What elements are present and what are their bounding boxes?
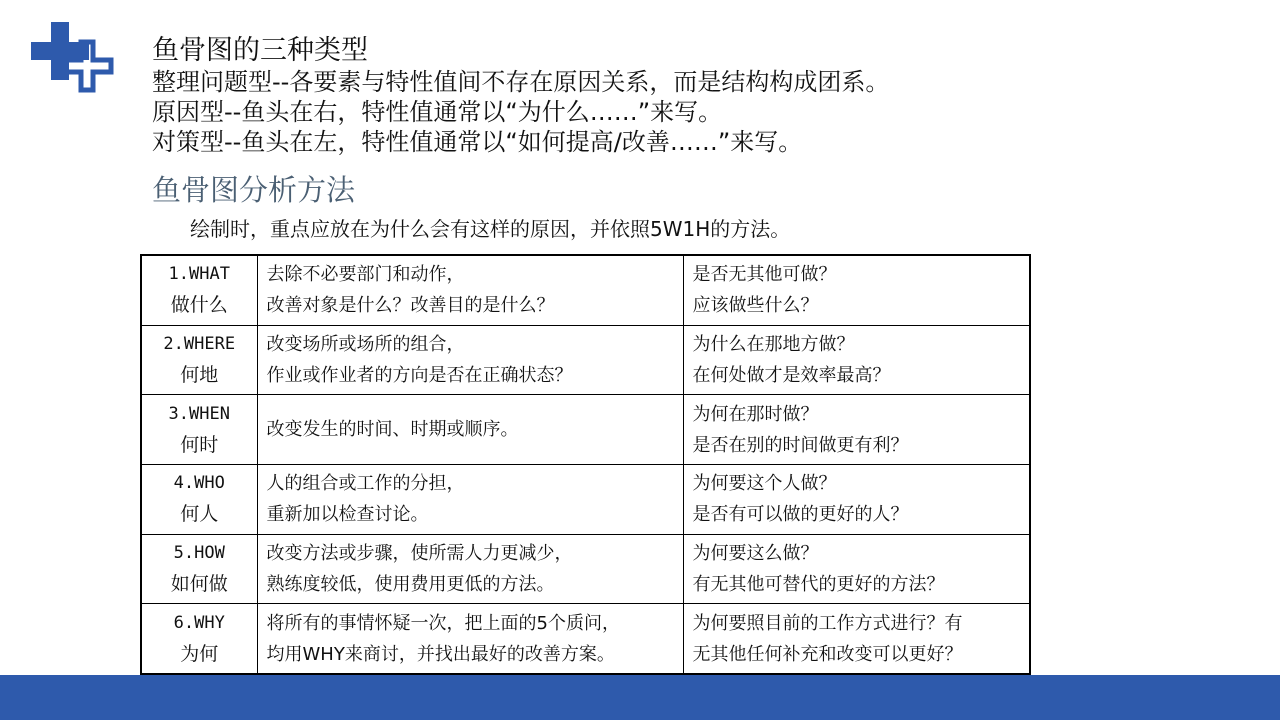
action-cell <box>257 534 683 604</box>
action-line: 去除不必要部门和动作， <box>266 264 465 286</box>
action-line: 作业或作业者的方向是否在正确状态？ <box>266 365 573 386</box>
header <box>152 35 1252 157</box>
action-line: 熟练度较低，使用费用更低的方法。 <box>266 573 555 595</box>
table-row <box>141 325 1030 395</box>
question-type-cn: 何人 <box>180 503 219 526</box>
action-line: 改变方法或步骤，使所需人力更减少， <box>266 542 573 564</box>
question-type-en: 1.WHAT <box>168 264 230 285</box>
question-type-cell <box>141 395 257 465</box>
section-lead: 绘制时，重点应放在为什么会有这样的原因，并依照5W1H的方法。 <box>190 217 791 241</box>
question-type-cn: 何时 <box>180 433 219 456</box>
question-type-cell <box>141 464 257 534</box>
table-row <box>141 395 1030 465</box>
action-line: 重新加以检查讨论。 <box>266 504 429 526</box>
question-type-cell <box>141 325 257 395</box>
action-cell <box>257 255 683 325</box>
action-cell <box>257 395 683 465</box>
question-type-cell <box>141 255 257 325</box>
question-type-en: 3.WHEN <box>168 403 230 424</box>
question-type-cn: 为何 <box>180 642 219 665</box>
question-type-en: 6.WHY <box>173 612 225 633</box>
question-type-en: 2.WHERE <box>163 334 236 354</box>
question-cell <box>683 325 1030 395</box>
type-line-cause: 原因型--鱼头在右，特性值通常以“为什么……”来写。 <box>152 98 723 126</box>
type-line-countermeasure: 对策型--鱼头在左，特性值通常以“如何提高/改善……”来写。 <box>152 128 803 156</box>
type-line-organize: 整理问题型--各要素与特性值间不存在原因关系，而是结构构成团系。 <box>152 68 890 96</box>
question-type-cn: 何地 <box>180 364 219 386</box>
question-type-en: 5.HOW <box>173 542 225 563</box>
question-type-en: 4.WHO <box>173 473 225 494</box>
question-type-cn: 做什么 <box>170 294 228 317</box>
question-type-cell <box>141 534 257 604</box>
action-line: 改善对象是什么？改善目的是什么？ <box>266 295 555 317</box>
page-title: 鱼骨图的三种类型 <box>152 35 368 66</box>
question-cell <box>683 255 1030 325</box>
question-line: 是否有可以做的更好的人？ <box>692 504 909 526</box>
question-line: 为何要这么做？ <box>692 542 819 564</box>
action-line: 将所有的事情怀疑一次，把上面的5个质问， <box>266 612 620 634</box>
double-cross-icon <box>30 22 116 98</box>
question-cell <box>683 395 1030 465</box>
question-line: 无其他任何补充和改变可以更好？ <box>692 643 963 665</box>
action-line: 改变场所或场所的组合， <box>266 334 465 355</box>
question-line: 为什么在那地方做？ <box>692 334 855 355</box>
footer-bar <box>0 675 1280 720</box>
question-line: 有无其他可替代的更好的方法？ <box>692 573 945 595</box>
question-line: 应该做些什么？ <box>692 295 819 317</box>
section-title: 鱼骨图分析方法 <box>152 173 356 207</box>
action-line: 均用WHY来商讨，并找出最好的改善方案。 <box>266 643 615 665</box>
table-row <box>141 255 1030 325</box>
action-cell <box>257 604 683 674</box>
table-row <box>141 464 1030 534</box>
question-line: 为何要照目前的工作方式进行？有 <box>692 612 963 634</box>
action-cell <box>257 464 683 534</box>
question-line: 为何在那时做？ <box>692 403 819 425</box>
question-line: 是否在别的时间做更有利？ <box>692 434 909 456</box>
question-type-cell <box>141 604 257 674</box>
question-type-cn: 如何做 <box>170 572 228 595</box>
question-line: 是否无其他可做？ <box>692 264 837 286</box>
table-row <box>141 534 1030 604</box>
question-line: 为何要这个人做？ <box>692 473 837 495</box>
question-cell <box>683 604 1030 674</box>
action-line: 人的组合或工作的分担， <box>266 473 465 495</box>
question-line: 在何处做才是效率最高？ <box>692 365 891 386</box>
question-cell <box>683 464 1030 534</box>
question-cell <box>683 534 1030 604</box>
table-row <box>141 604 1030 674</box>
action-line: 改变发生的时间、时期或顺序。 <box>266 419 519 441</box>
5w1h-table <box>140 254 1031 675</box>
action-cell <box>257 325 683 395</box>
